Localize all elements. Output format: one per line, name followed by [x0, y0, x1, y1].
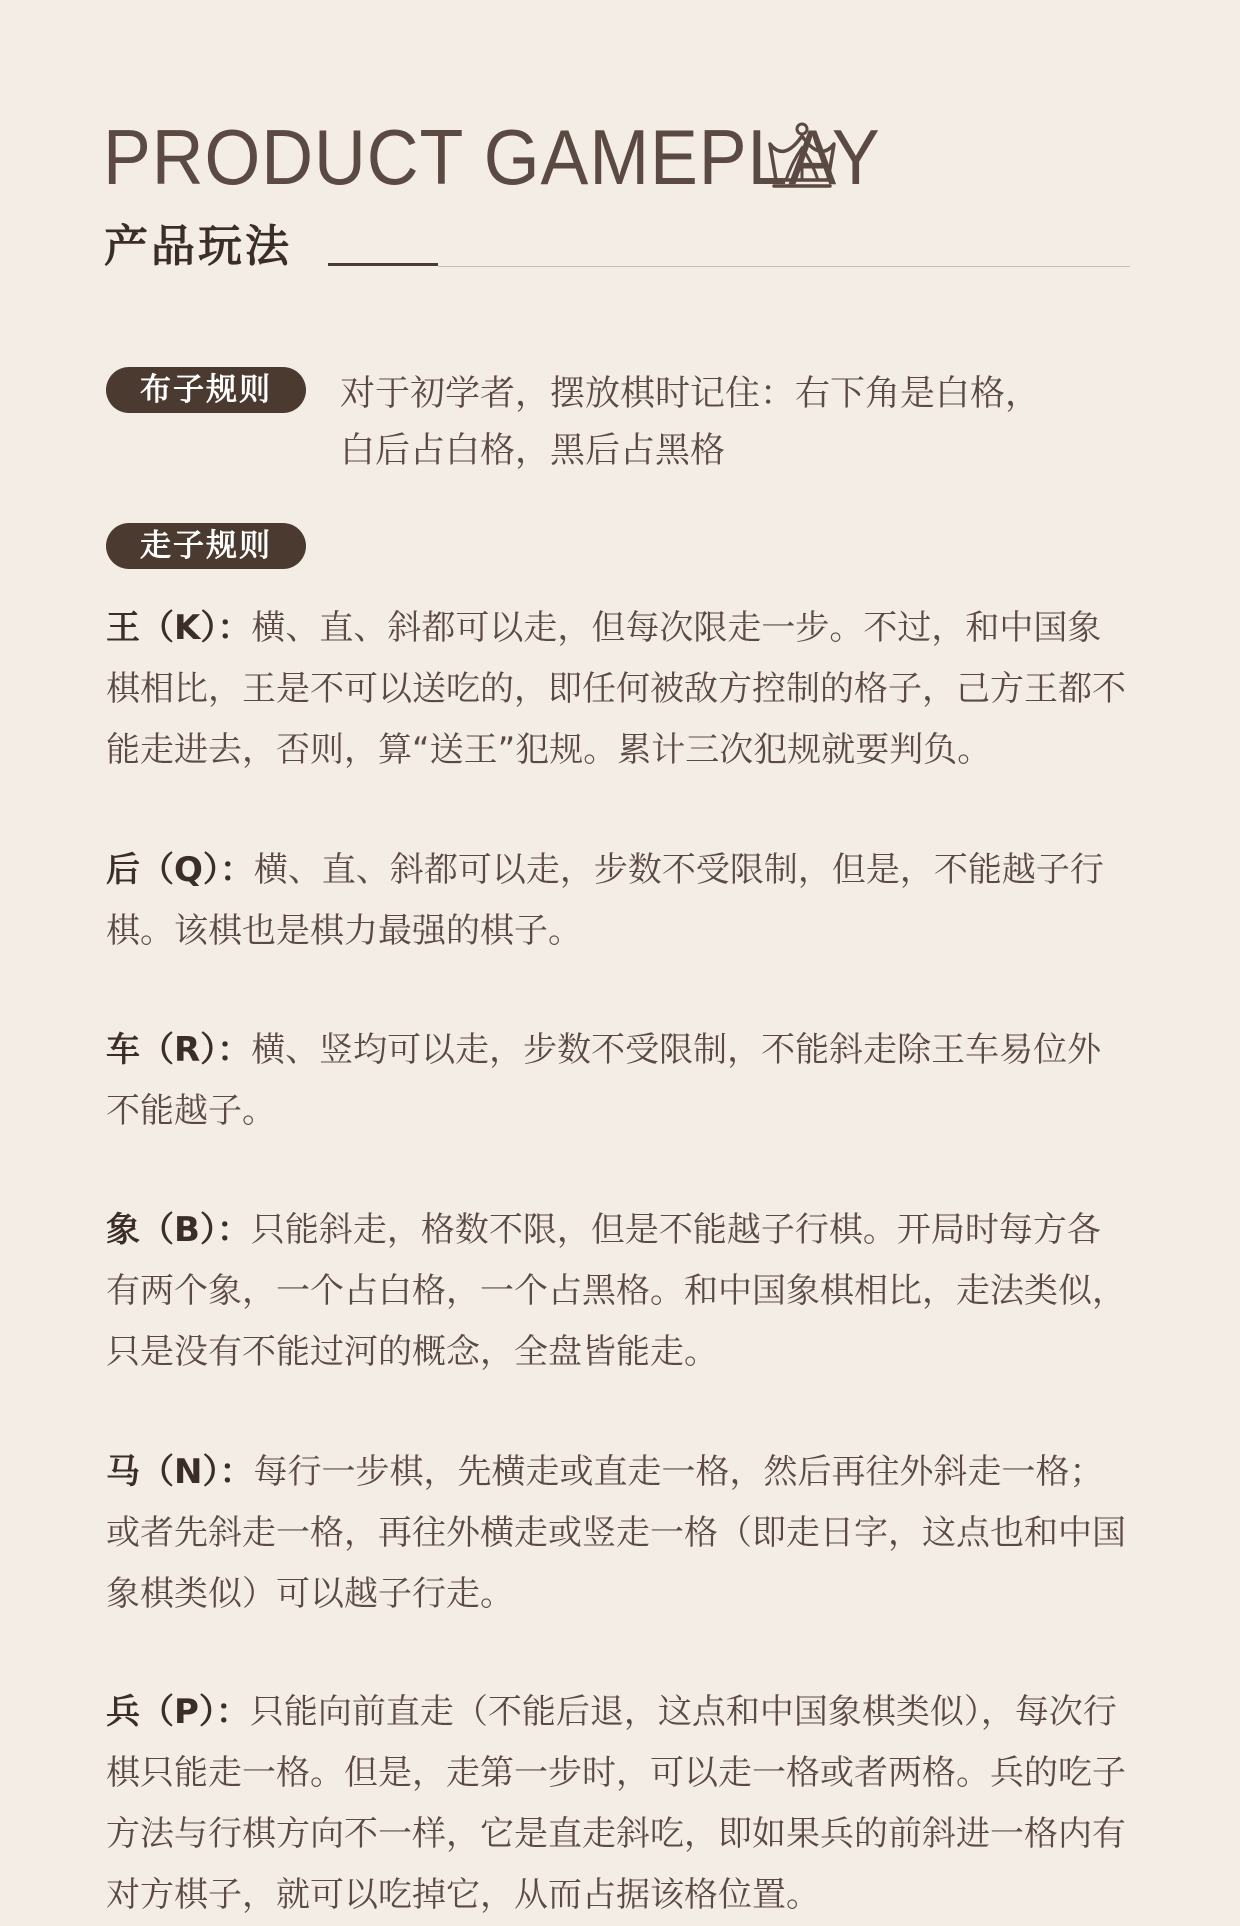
piece-text: 只能向前直走（不能后退，这点和中国象棋类似），每次行棋只能走一格。但是，走第一步时，可以走一格或者两格。兵的吃子方法与行棋方向不一样，它是直走斜吃，即如果兵的前斜进一格内有对方棋子，就可以吃掉它，从而占据该格位置。: [106, 1692, 1126, 1915]
title-underline-accent: [328, 263, 438, 266]
piece-label: 王（K）：: [106, 608, 252, 648]
piece-label: 马（N）：: [106, 1452, 254, 1492]
page-title-en: PRODUCT GAMEPLAY: [103, 113, 881, 201]
setup-rules-line: 对于初学者，摆放棋时记住：右下角是白格，: [340, 374, 1041, 414]
piece-label: 车（R）：: [106, 1030, 252, 1070]
piece-rule-knight: [106, 1442, 1126, 1625]
piece-text: 只能斜走，格数不限，但是不能越子行棋。开局时每方各有两个象，一个占白格，一个占黑格。和中国象棋相比，走法类似，只是没有不能过河的概念，全盘皆能走。: [106, 1210, 1126, 1372]
piece-label: 象（B）：: [106, 1210, 251, 1250]
piece-rule-pawn: [106, 1682, 1126, 1926]
title-underline: [438, 266, 1130, 267]
setup-rules-text: [340, 366, 1160, 480]
piece-rule-queen: [106, 840, 1126, 962]
piece-label: 兵（P）：: [106, 1692, 250, 1732]
piece-rule-rook: [106, 1020, 1126, 1142]
crown-icon: [762, 122, 842, 194]
piece-text: 横、竖均可以走，步数不受限制，不能斜走除王车易位外不能越子。: [106, 1030, 1102, 1131]
piece-rule-bishop: [106, 1200, 1126, 1383]
page-title-cn: 产品玩法: [104, 221, 292, 272]
piece-text: 每行一步棋，先横走或直走一格，然后再往外斜走一格；或者先斜走一格，再往外横走或竖走一格（即走日字，这点也和中国象棋类似）可以越子行走。: [106, 1452, 1126, 1614]
setup-rules-line: 白后占白格，黑后占黑格: [340, 431, 726, 471]
movement-rules-badge: 走子规则: [106, 523, 306, 569]
piece-text: 横、直、斜都可以走，但每次限走一步。不过，和中国象棋相比，王是不可以送吃的，即任何被敌方控制的格子，己方王都不能走进去，否则，算“送王”犯规。累计三次犯规就要判负。: [106, 608, 1126, 770]
piece-rule-king: [106, 598, 1126, 781]
piece-label: 后（Q）：: [106, 850, 254, 890]
piece-text: 横、直、斜都可以走，步数不受限制，但是，不能越子行棋。该棋也是棋力最强的棋子。: [106, 850, 1104, 951]
setup-rules-badge: 布子规则: [106, 367, 306, 413]
